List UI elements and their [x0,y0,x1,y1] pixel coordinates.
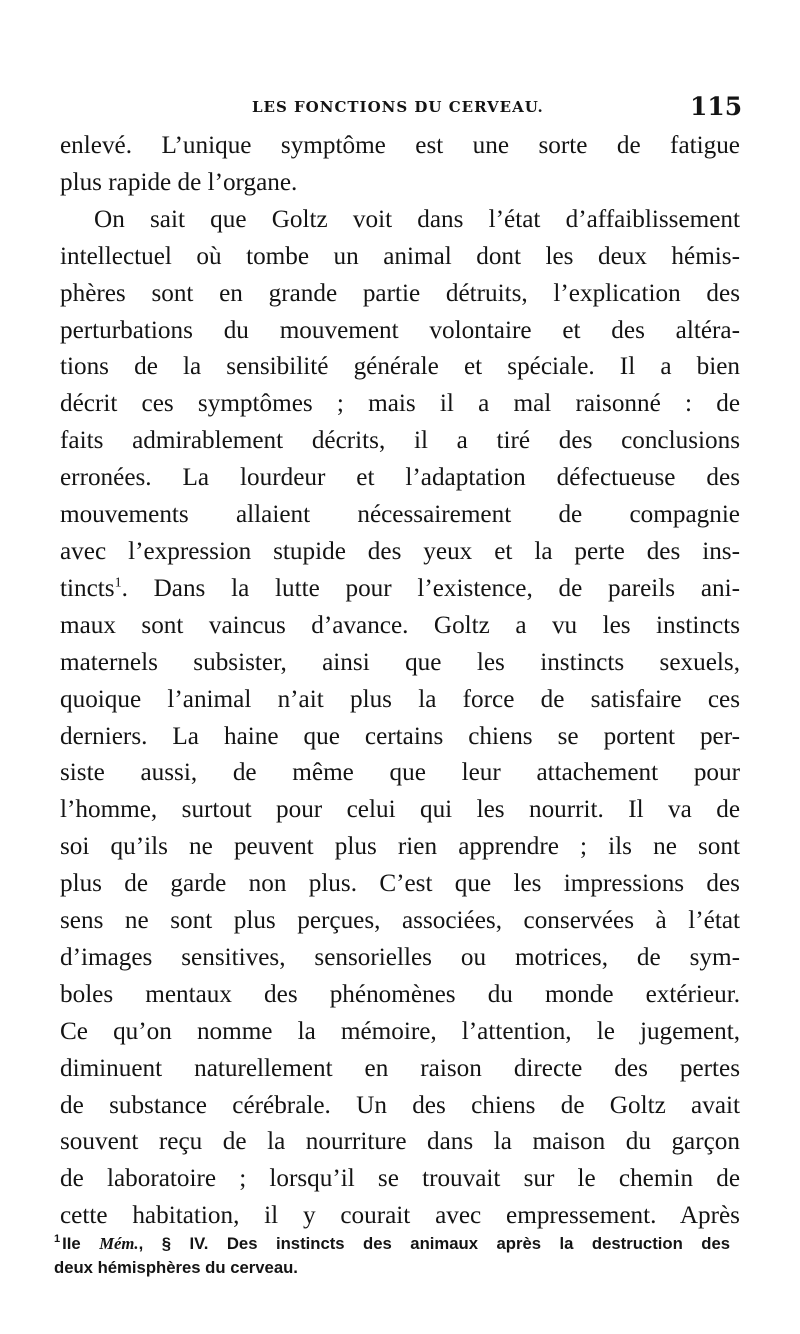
text-line: Ce qu’on nomme la mémoire, l’attention, le jugement, [60,1017,740,1045]
footnote-line [54,1232,730,1256]
page-number: 115 [690,92,743,121]
footnote-text: Des instincts des animaux après la destruction des [226,1234,731,1253]
text-line: décrit ces symptômes ; mais il a mal raisonné : de [60,390,740,418]
text-line: d’images sensitives, sensorielles ou motrices, de sym- [60,943,740,971]
text-line: sens ne sont plus perçues, associées, conservées à l’état [60,907,740,935]
text-line: avec l’expression stupide des yeux et la perte des ins- [60,537,740,565]
footnote-line: deux hémisphères du cerveau. [54,1258,298,1277]
text-line: de laboratoire ; lorsqu’il se trouvait sur le chemin de [60,1165,740,1193]
text-line: plus de garde non plus. C’est que les impressions des [60,870,740,898]
footnote [54,1232,730,1280]
text-line: intellectuel où tombe un animal dont les deux hémis- [60,242,740,270]
text-line: perturbations du mouvement volontaire et des altéra- [60,316,740,344]
text-line: de substance cérébrale. Un des chiens de Goltz avait [60,1091,740,1119]
text-line: boles mentaux des phénomènes du monde extérieur. [60,980,740,1008]
text-line: siste aussi, de même que leur attachement pour [60,759,740,787]
footnote-ref-italic: Mém. [99,1234,139,1253]
text-line: phères sont en grande partie détruits, l’explication des [60,279,740,307]
text-line: diminuent naturellement en raison directe des pertes [60,1054,740,1082]
footnote-mark: 1 [54,1233,61,1246]
text-line: derniers. La haine que certains chiens se portent per- [60,722,740,750]
main-text [60,128,740,1235]
footnote-ref-section: , § IV. [138,1234,209,1253]
text-line: On sait que Goltz voit dans l’état d’affaiblissement [94,205,740,233]
footnote-reference: 1 [114,575,122,591]
text-line: enlevé. L’unique symptôme est une sorte de fatigue [60,132,740,159]
text-line: maternels subsister, ainsi que les instincts sexuels, [60,648,740,676]
text-line: faits admirablement décrits, il a tiré des conclusions [60,427,740,455]
text-fragment: tincts [60,574,115,602]
text-fragment: . Dans la lutte pour l’existence, de pareils ani- [121,574,740,602]
footnote-ref-memoir: IIe [62,1234,81,1253]
text-line: erronées. La lourdeur et l’adaptation défectueuse des [60,464,740,492]
text-line: maux sont vaincus d’avance. Goltz a vu les instincts [60,611,740,639]
text-line: quoique l’animal n’ait plus la force de satisfaire ces [60,685,740,713]
text-line: souvent reçu de la nourriture dans la maison du garçon [60,1128,740,1156]
text-line: cette habitation, il y courait avec empressement. Après [60,1202,740,1230]
text-line: plus rapide de l’organe. [60,168,298,196]
text-line: soi qu’ils ne peuvent plus rien apprendre ; ils ne sont [60,833,740,861]
text-line: mouvements allaient nécessairement de compagnie [60,501,740,529]
text-line: l’homme, surtout pour celui qui les nourrit. Il va de [60,796,740,824]
page-header [0,92,800,128]
text-line: tions de la sensibilité générale et spéciale. Il a bien [60,353,740,381]
running-title: LES FONCTIONS DU CERVEAU. [252,98,544,116]
text-line-with-footnote-ref [60,571,740,608]
